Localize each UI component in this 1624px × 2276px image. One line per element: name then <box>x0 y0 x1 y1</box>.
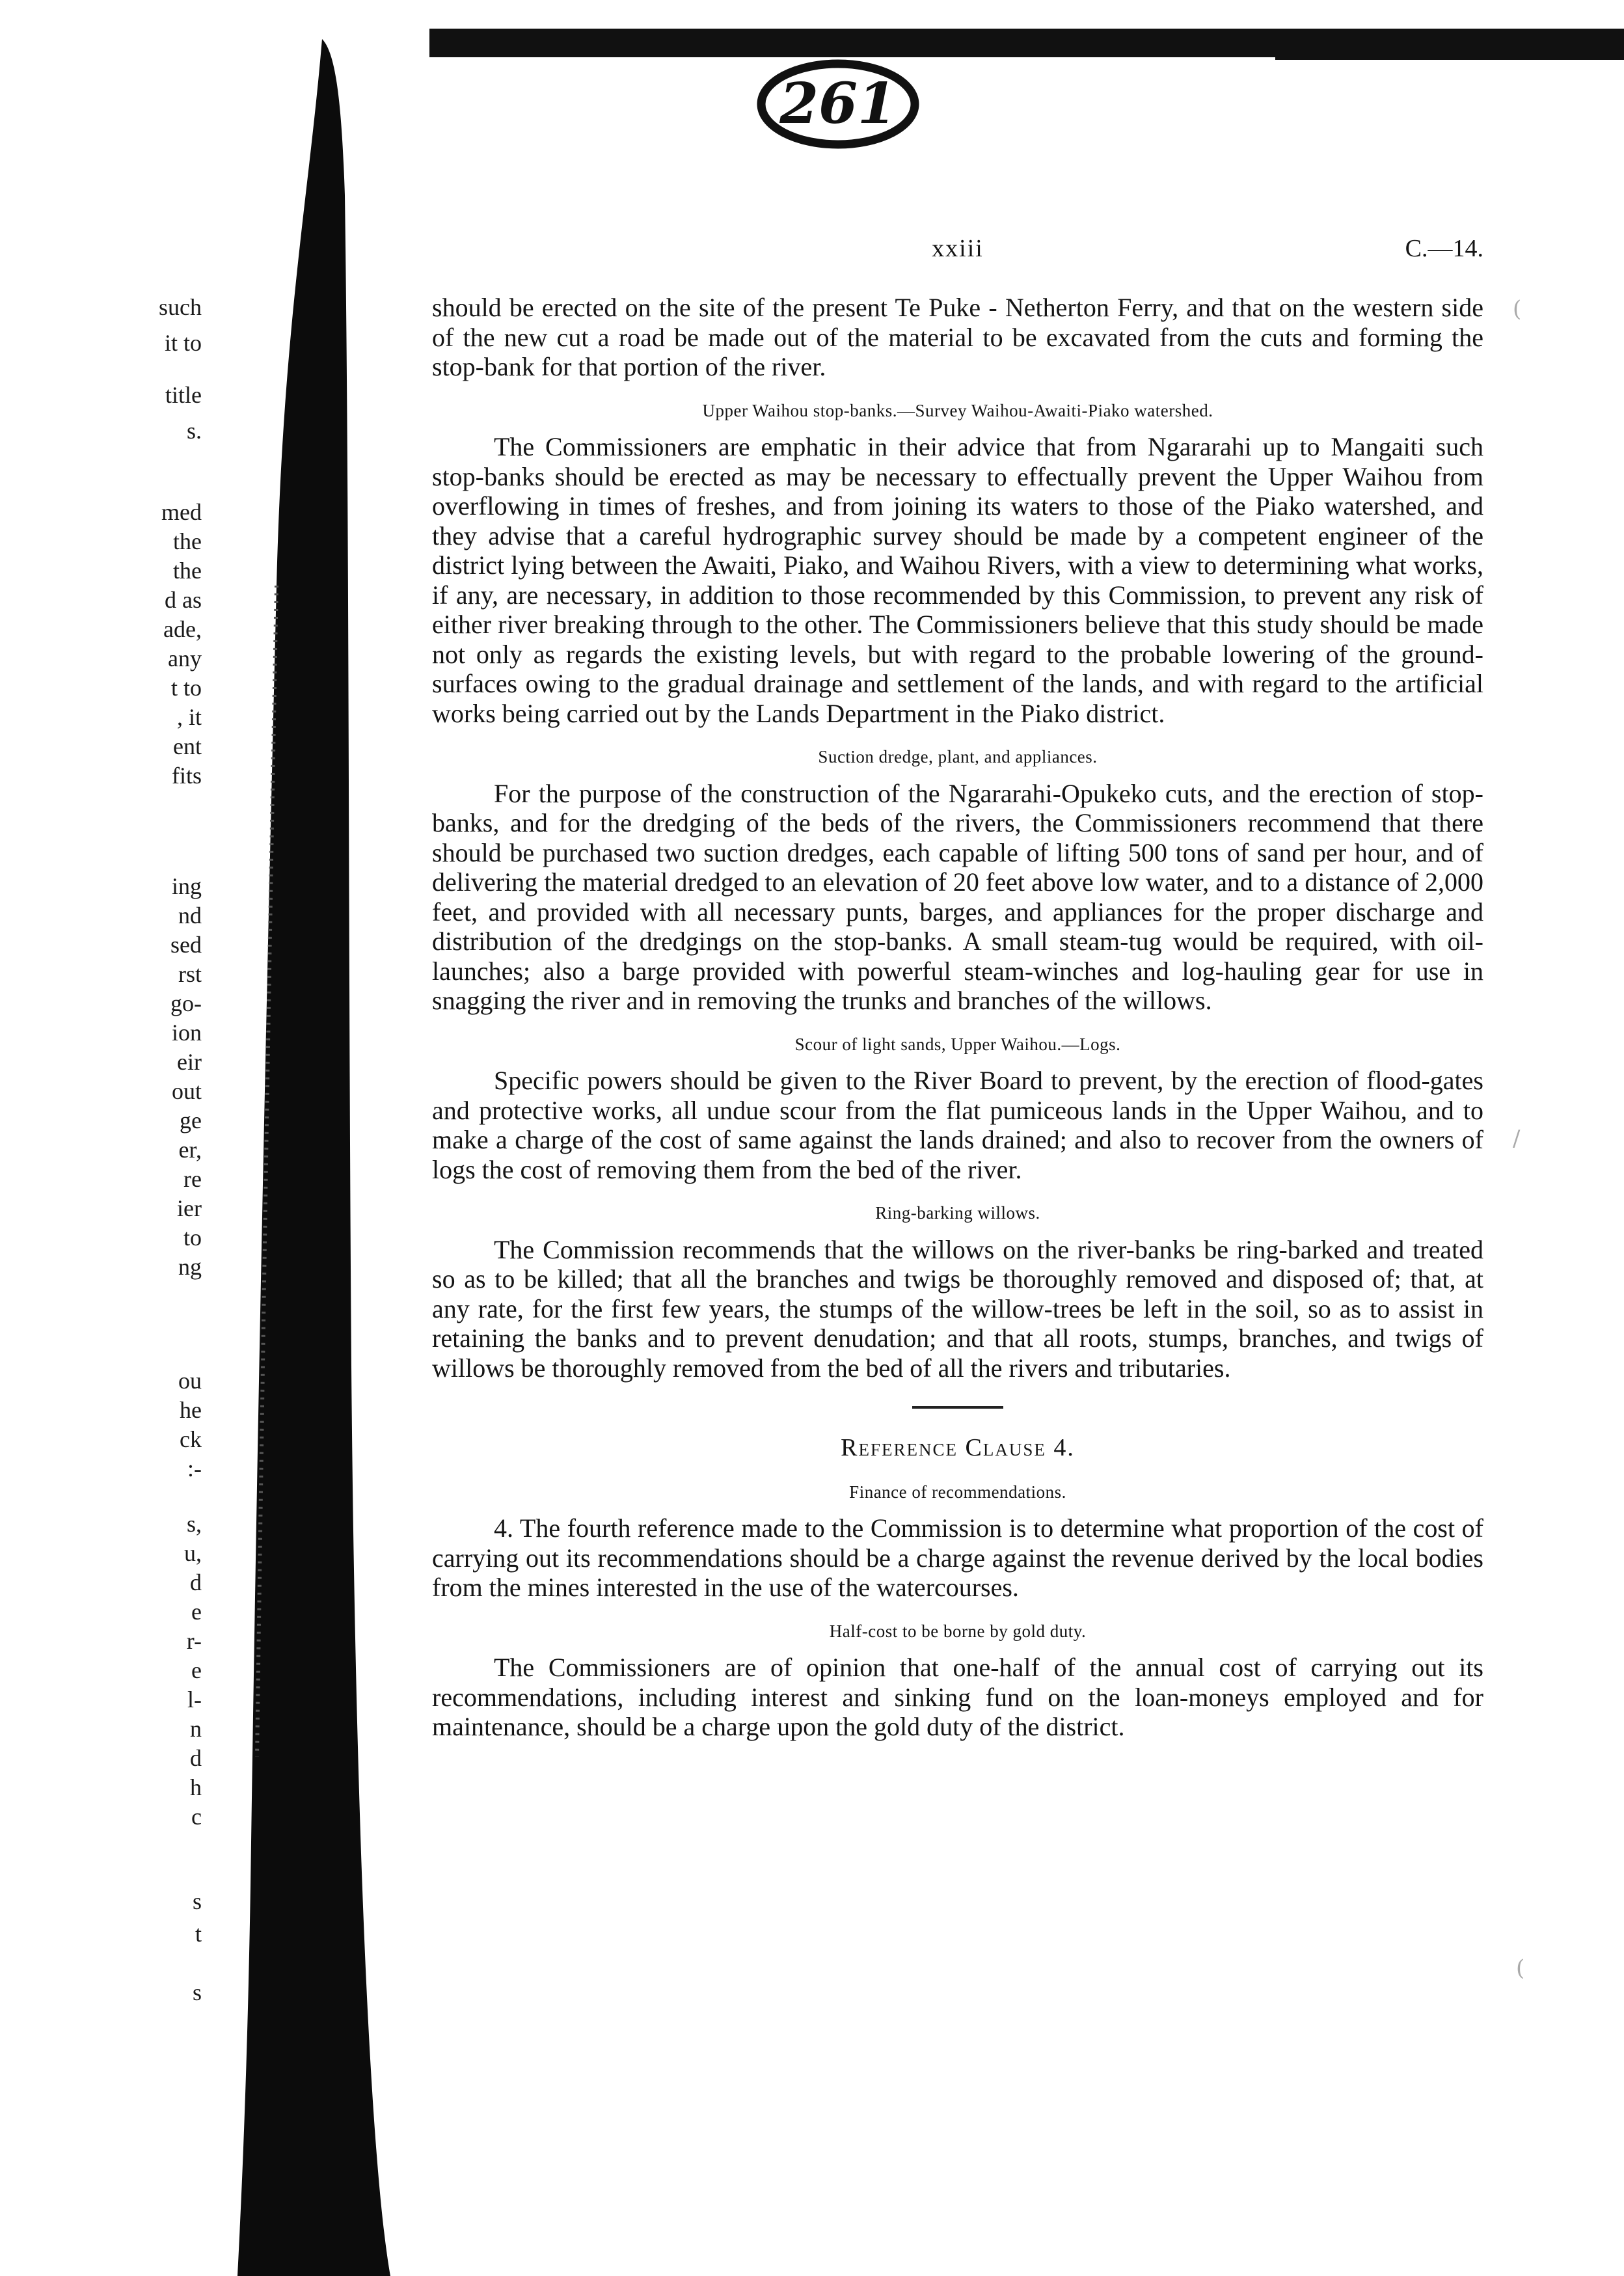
left-fragment-line: he <box>180 1397 202 1423</box>
paragraph: The Commissioners are emphatic in their advice that from Ngararahi up to Mangaiti such stop-banks should be erected as may be necessary to effectually prevent the Upper Waihou from overflowing in times of freshes, and from joining its waters to those of the Piako watershed, and they advise that a careful hydrographic survey should be made by a competent engineer of the district lying between the Awaiti, Piako, and Waihou Rivers, with a view to determining what works, if any, are necessary, in addition to those recommended by this Commission, to prevent any risk of either river breaking through to the other. The Commissioners believe that this study should be made not only as regards the existing levels, but with regard to the probable lowering of the ground-surfaces owing to the gradual drainage and settlement of the lands, and with regard to the artificial works being carried out by the Lands Department in the Piako district. <box>432 432 1483 728</box>
margin-mark: ( <box>1516 1955 1525 1981</box>
left-fragment-line: s, <box>186 1511 202 1537</box>
left-fragment-line: l- <box>187 1687 202 1713</box>
left-fragment-line: ade, <box>163 616 202 642</box>
top-rule-thin <box>1275 56 1624 60</box>
left-fragment-line: eir <box>177 1049 202 1075</box>
paragraph: The Commission recommends that the willows on the river-banks be ring-barked and treated so as to be killed; that all the branches and twigs be thoroughly removed and disposed of; that, at any rate, for the first few years, the stumps of the willow-trees be left in the soil, so as to assist in retaining the banks and to prevent denudation; and that all roots, stumps, branches, and twigs of willows be thoroughly removed from the bed of all the rivers and tributaries. <box>432 1234 1483 1383</box>
section-sidenote: Suction dredge, plant, and appliances. <box>818 747 1098 766</box>
left-fragment-line: t to <box>170 675 202 701</box>
left-fragment-line: d <box>190 1569 202 1595</box>
left-fragment-line: ou <box>178 1368 202 1394</box>
left-fragment-line: h <box>190 1774 202 1800</box>
margin-mark: / <box>1513 1126 1521 1152</box>
section-sidenote: Finance of recommendations. <box>849 1482 1066 1502</box>
page-number: xxiii <box>932 235 984 262</box>
left-fragment-line: any <box>168 645 202 671</box>
left-fragment-line: re <box>183 1166 202 1192</box>
left-fragment-line: the <box>173 528 202 554</box>
left-fragment-line: s <box>192 1979 202 2005</box>
left-fragment-line: ion <box>171 1020 202 1046</box>
margin-mark: ( <box>1513 296 1522 322</box>
left-fragment-line: e <box>191 1657 202 1683</box>
section-sidenote: Ring-barking willows. <box>875 1203 1040 1223</box>
left-fragment-line: s. <box>186 418 202 444</box>
left-fragment-line: s <box>192 1888 202 1914</box>
section-suction-dredge <box>432 742 1483 1016</box>
left-fragment-line: fits <box>171 763 202 789</box>
page-body <box>432 293 1483 1742</box>
left-fragment-line: it to <box>164 330 202 356</box>
left-fragment-line: r- <box>186 1628 202 1654</box>
left-fragment-line: e <box>191 1599 202 1625</box>
left-fragment-line: out <box>171 1078 202 1104</box>
paragraph: The Commissioners are of opinion that one-half of the annual cost of carrying out its recommendations, including interest and sinking fund on the loan-moneys employed and for maintenance, should be a charge upon the gold duty of the district. <box>432 1653 1483 1741</box>
document-reference: C.—14. <box>1405 235 1483 262</box>
left-fragment-line: the <box>173 558 202 584</box>
section-sidenote: Scour of light sands, Upper Waihou.—Logs. <box>794 1034 1121 1054</box>
stamp-number: 261 <box>779 71 897 137</box>
section-upper-waihou <box>432 396 1483 729</box>
left-fragment-line: nd <box>178 902 202 928</box>
left-fragment-line: d as <box>165 587 202 613</box>
left-fragment-line: n <box>190 1716 202 1742</box>
left-fragment-line: t <box>195 1921 202 1947</box>
left-fragment-line: med <box>161 499 202 525</box>
section-half-cost <box>432 1617 1483 1742</box>
left-fragment-line: title <box>165 382 202 408</box>
left-fragment-line: , it <box>176 704 202 730</box>
page-header <box>432 234 1483 273</box>
left-fragment-line: u, <box>184 1540 202 1566</box>
section-sidenote: Half-cost to be borne by gold duty. <box>829 1621 1087 1641</box>
paragraph: 4. The fourth reference made to the Commission is to determine what proportion of the cost of carrying out its recommendations should be a charge against the revenue derived by the local bodies from the mines interested in the use of the watercourses. <box>432 1513 1483 1602</box>
left-fragment-line: ge <box>180 1107 202 1133</box>
left-fragment-line: :- <box>187 1456 202 1482</box>
left-page-fragments <box>98 0 202 2276</box>
binding-spine-shadow <box>205 0 390 2276</box>
left-fragment-line: to <box>183 1225 202 1251</box>
section-te-puke <box>432 293 1483 382</box>
paragraph: should be erected on the site of the present Te Puke - Netherton Ferry, and that on the western side of the new cut a road be made out of the material to be excavated from the cuts and forming the stop-bank for that portion of the river. <box>432 293 1483 381</box>
left-fragment-line: er, <box>178 1137 202 1163</box>
left-fragment-line: ing <box>171 873 202 899</box>
left-fragment-line: d <box>190 1745 202 1771</box>
left-fragment-line: ck <box>180 1426 202 1452</box>
paragraph: For the purpose of the construction of the Ngararahi-Opukeko cuts, and the erection of stop-banks, and for the dredging of the beds of the rivers, the Commissioners recommend that there should be purchased two suction dredges, each capable of lifting 500 tons of sand per hour, and of delivering the material dredged to an elevation of 20 feet above low water, and to a distance of 2,000 feet, and provided with all necessary punts, barges, and appliances for the proper discharge and distribution of the dredgings on the stop-banks. A small steam-tug would be required, with oil-launches; also a barge provided with powerful steam-winches and log-hauling gear for use in snagging the river and in removing the trunks and branches of the willows. <box>432 778 1483 1015</box>
left-fragment-line: rst <box>178 961 202 987</box>
section-ring-barking <box>432 1199 1483 1383</box>
paragraph: Specific powers should be given to the River Board to prevent, by the erection of flood-gates and protective works, all undue scour from the flat pumiceous lands in the Upper Waihou, and to make a charge of the cost of same against the lands drained; and also to recover from the owners of logs the cost of removing them from the bed of the river. <box>432 1066 1483 1184</box>
page-stamp <box>755 55 924 153</box>
left-fragment-line: ier <box>177 1195 202 1221</box>
section-sidenote: Upper Waihou stop-banks.—Survey Waihou-Awaiti-Piako watershed. <box>702 400 1213 420</box>
left-fragment-line: go- <box>170 990 202 1016</box>
section-finance <box>432 1478 1483 1603</box>
top-rule <box>429 29 1624 57</box>
left-fragment-line: sed <box>170 932 202 958</box>
left-fragment-line: ng <box>178 1254 202 1280</box>
left-fragment-line: ent <box>173 733 202 759</box>
left-fragment-line: such <box>159 294 202 320</box>
section-divider <box>912 1406 1003 1409</box>
left-fragment-line: c <box>191 1804 202 1830</box>
section-scour <box>432 1030 1483 1185</box>
reference-clause-heading: Reference Clause 4. <box>841 1434 1075 1461</box>
